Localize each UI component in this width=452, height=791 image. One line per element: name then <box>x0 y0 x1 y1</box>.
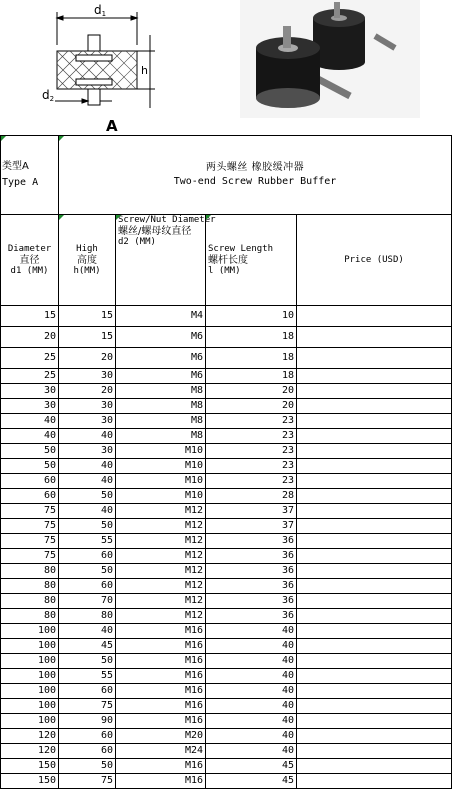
cell-price <box>297 759 452 774</box>
cell-l: 18 <box>206 327 297 348</box>
product-title-cn: 两头螺丝 橡胶缓冲器 <box>205 162 305 173</box>
cell-d2: M8 <box>116 429 206 444</box>
cell-l: 18 <box>206 369 297 384</box>
cell-price <box>297 327 452 348</box>
cell-price <box>297 444 452 459</box>
high-cn: 高度 <box>77 254 97 266</box>
cell-h: 15 <box>59 327 116 348</box>
cell-d2: M10 <box>116 444 206 459</box>
cell-d2: M16 <box>116 639 206 654</box>
cell-h: 40 <box>59 429 116 444</box>
cell-d2: M12 <box>116 609 206 624</box>
cell-d2: M12 <box>116 549 206 564</box>
cell-d1: 50 <box>1 459 59 474</box>
cell-price <box>297 348 452 369</box>
table-row <box>1 744 452 759</box>
cell-l: 36 <box>206 609 297 624</box>
cell-l: 23 <box>206 414 297 429</box>
cell-l: 23 <box>206 444 297 459</box>
cell-price <box>297 699 452 714</box>
table-row <box>1 384 452 399</box>
cell-h: 40 <box>59 504 116 519</box>
cell-l: 40 <box>206 699 297 714</box>
cell-h: 60 <box>59 729 116 744</box>
high-unit: h(MM) <box>73 265 101 276</box>
cell-d1: 100 <box>1 714 59 729</box>
table-row <box>1 474 452 489</box>
cell-d2: M20 <box>116 729 206 744</box>
cell-price <box>297 459 452 474</box>
cell-d1: 75 <box>1 504 59 519</box>
cell-d2: M12 <box>116 504 206 519</box>
table-row <box>1 579 452 594</box>
table-row <box>1 399 452 414</box>
table-row <box>1 534 452 549</box>
cell-price <box>297 684 452 699</box>
cell-d2: M16 <box>116 759 206 774</box>
dim-d2-label: d2 <box>42 88 55 103</box>
cell-h: 50 <box>59 489 116 504</box>
cell-h: 50 <box>59 759 116 774</box>
cell-price <box>297 639 452 654</box>
cell-price <box>297 429 452 444</box>
type-letter-label: A <box>106 117 118 135</box>
product-photo <box>240 0 420 118</box>
table-row <box>1 519 452 534</box>
table-row <box>1 348 452 369</box>
cell-d2: M10 <box>116 489 206 504</box>
cell-d2: M12 <box>116 534 206 549</box>
table-row <box>1 699 452 714</box>
cell-d1: 30 <box>1 384 59 399</box>
cell-d1: 80 <box>1 564 59 579</box>
high-en: High <box>76 243 98 254</box>
cell-price <box>297 609 452 624</box>
cell-d1: 120 <box>1 729 59 744</box>
cell-d1: 100 <box>1 624 59 639</box>
table-body <box>1 306 452 789</box>
cell-h: 45 <box>59 639 116 654</box>
table-row <box>1 624 452 639</box>
cell-d1: 75 <box>1 519 59 534</box>
cell-h: 20 <box>59 348 116 369</box>
cell-h: 30 <box>59 444 116 459</box>
table-row <box>1 306 452 327</box>
cell-l: 40 <box>206 714 297 729</box>
cell-h: 75 <box>59 774 116 789</box>
cell-h: 50 <box>59 564 116 579</box>
dim-d1-label: d1 <box>94 3 107 18</box>
cell-price <box>297 414 452 429</box>
cell-l: 37 <box>206 519 297 534</box>
diameter-en: Diameter <box>7 243 52 254</box>
cell-h: 55 <box>59 669 116 684</box>
cell-h: 40 <box>59 459 116 474</box>
table-row <box>1 609 452 624</box>
cell-l: 28 <box>206 489 297 504</box>
length-cn: 螺杆长度 <box>208 254 248 266</box>
cell-l: 40 <box>206 744 297 759</box>
type-en: Type A <box>2 177 39 188</box>
col-header-diameter <box>1 215 59 306</box>
cell-price <box>297 579 452 594</box>
cell-d1: 50 <box>1 444 59 459</box>
cell-l: 40 <box>206 624 297 639</box>
length-en: Screw Length <box>208 243 274 254</box>
screw-unit: d2 (MM) <box>118 237 156 247</box>
cell-l: 40 <box>206 654 297 669</box>
cell-d1: 30 <box>1 399 59 414</box>
table-row <box>1 429 452 444</box>
cell-d2: M16 <box>116 714 206 729</box>
cell-price <box>297 669 452 684</box>
cell-h: 70 <box>59 594 116 609</box>
cell-h: 60 <box>59 549 116 564</box>
dim-h-label: h <box>141 64 148 77</box>
table-row <box>1 774 452 789</box>
cell-price <box>297 504 452 519</box>
cell-d2: M24 <box>116 744 206 759</box>
cell-l: 18 <box>206 348 297 369</box>
header-row <box>1 215 452 306</box>
cell-d2: M6 <box>116 327 206 348</box>
spec-table <box>0 135 452 789</box>
col-header-screw <box>116 215 216 306</box>
cell-d1: 100 <box>1 669 59 684</box>
screw-cn: 螺丝/螺母纹直径 <box>118 226 192 237</box>
cell-price <box>297 714 452 729</box>
cell-l: 36 <box>206 564 297 579</box>
table-row <box>1 594 452 609</box>
col-header-price <box>297 215 452 306</box>
table-row <box>1 327 452 348</box>
table-row <box>1 504 452 519</box>
cell-d1: 120 <box>1 744 59 759</box>
cell-price <box>297 474 452 489</box>
type-cn: 类型A <box>2 161 29 172</box>
cell-h: 30 <box>59 399 116 414</box>
cell-l: 40 <box>206 669 297 684</box>
cell-price <box>297 519 452 534</box>
table-row <box>1 684 452 699</box>
table-row <box>1 369 452 384</box>
cell-h: 80 <box>59 609 116 624</box>
cell-l: 45 <box>206 759 297 774</box>
cell-d1: 100 <box>1 684 59 699</box>
cell-h: 75 <box>59 699 116 714</box>
product-figure <box>0 0 451 135</box>
cell-d2: M6 <box>116 369 206 384</box>
cell-d2: M4 <box>116 306 206 327</box>
cell-h: 30 <box>59 369 116 384</box>
cell-l: 23 <box>206 474 297 489</box>
cell-l: 40 <box>206 684 297 699</box>
cell-l: 40 <box>206 639 297 654</box>
cell-d2: M16 <box>116 774 206 789</box>
cell-l: 37 <box>206 504 297 519</box>
cell-h: 20 <box>59 384 116 399</box>
cell-l: 23 <box>206 429 297 444</box>
cell-d2: M10 <box>116 459 206 474</box>
cell-price <box>297 306 452 327</box>
diameter-cn: 直径 <box>19 254 40 266</box>
cell-d1: 100 <box>1 654 59 669</box>
type-cell <box>1 136 59 215</box>
cell-price <box>297 369 452 384</box>
cell-price <box>297 744 452 759</box>
table-row <box>1 444 452 459</box>
cell-d1: 100 <box>1 699 59 714</box>
table-row <box>1 489 452 504</box>
table-row <box>1 414 452 429</box>
cell-h: 60 <box>59 744 116 759</box>
cell-d2: M12 <box>116 579 206 594</box>
table-row <box>1 459 452 474</box>
cell-price <box>297 624 452 639</box>
cell-price <box>297 564 452 579</box>
cell-d2: M16 <box>116 699 206 714</box>
cell-l: 20 <box>206 399 297 414</box>
cell-h: 40 <box>59 474 116 489</box>
cell-d1: 150 <box>1 774 59 789</box>
cell-d2: M12 <box>116 594 206 609</box>
cell-d1: 75 <box>1 534 59 549</box>
cell-d1: 25 <box>1 348 59 369</box>
cell-d2: M10 <box>116 474 206 489</box>
cell-h: 55 <box>59 534 116 549</box>
cell-d1: 15 <box>1 306 59 327</box>
buffer-drawing <box>0 0 451 135</box>
length-unit: l (MM) <box>208 265 241 276</box>
cell-l: 20 <box>206 384 297 399</box>
table-row <box>1 654 452 669</box>
cell-price <box>297 549 452 564</box>
cell-h: 50 <box>59 654 116 669</box>
cell-l: 23 <box>206 459 297 474</box>
cell-h: 15 <box>59 306 116 327</box>
table-row <box>1 549 452 564</box>
cell-d1: 40 <box>1 414 59 429</box>
cell-d1: 80 <box>1 579 59 594</box>
price-label: Price (USD) <box>344 254 404 265</box>
cell-price <box>297 594 452 609</box>
cell-d2: M12 <box>116 564 206 579</box>
col-header-length <box>206 215 297 306</box>
table-row <box>1 669 452 684</box>
col-header-high <box>59 215 116 306</box>
cell-d2: M16 <box>116 624 206 639</box>
cell-h: 50 <box>59 519 116 534</box>
cell-d2: M16 <box>116 654 206 669</box>
screw-en: Screw/Nut Diameter <box>118 215 216 225</box>
table-row <box>1 729 452 744</box>
cell-l: 36 <box>206 534 297 549</box>
cell-d1: 75 <box>1 549 59 564</box>
cell-d1: 100 <box>1 639 59 654</box>
cell-d2: M6 <box>116 348 206 369</box>
cell-price <box>297 654 452 669</box>
cell-h: 90 <box>59 714 116 729</box>
cell-price <box>297 774 452 789</box>
product-title-en: Two-end Screw Rubber Buffer <box>173 176 337 187</box>
cell-d1: 60 <box>1 474 59 489</box>
table-row <box>1 714 452 729</box>
cell-h: 30 <box>59 414 116 429</box>
cell-price <box>297 384 452 399</box>
technical-drawing <box>55 12 155 108</box>
cell-l: 36 <box>206 594 297 609</box>
cell-d1: 80 <box>1 594 59 609</box>
cell-d2: M12 <box>116 519 206 534</box>
table-row <box>1 639 452 654</box>
table-row <box>1 759 452 774</box>
product-title-cell <box>59 136 452 215</box>
cell-price <box>297 489 452 504</box>
cell-price <box>297 729 452 744</box>
cell-d1: 20 <box>1 327 59 348</box>
cell-d1: 80 <box>1 609 59 624</box>
cell-l: 36 <box>206 579 297 594</box>
cell-d2: M8 <box>116 399 206 414</box>
cell-d1: 60 <box>1 489 59 504</box>
cell-d1: 150 <box>1 759 59 774</box>
cell-d2: M16 <box>116 669 206 684</box>
cell-h: 60 <box>59 579 116 594</box>
diameter-unit: d1 (MM) <box>10 265 49 276</box>
cell-price <box>297 534 452 549</box>
cell-price <box>297 399 452 414</box>
cell-d2: M8 <box>116 384 206 399</box>
cell-h: 40 <box>59 624 116 639</box>
cell-l: 45 <box>206 774 297 789</box>
cell-h: 60 <box>59 684 116 699</box>
cell-d2: M16 <box>116 684 206 699</box>
cell-d1: 40 <box>1 429 59 444</box>
title-row <box>1 136 452 215</box>
cell-d2: M8 <box>116 414 206 429</box>
table-row <box>1 564 452 579</box>
cell-d1: 25 <box>1 369 59 384</box>
cell-l: 36 <box>206 549 297 564</box>
cell-l: 10 <box>206 306 297 327</box>
cell-l: 40 <box>206 729 297 744</box>
